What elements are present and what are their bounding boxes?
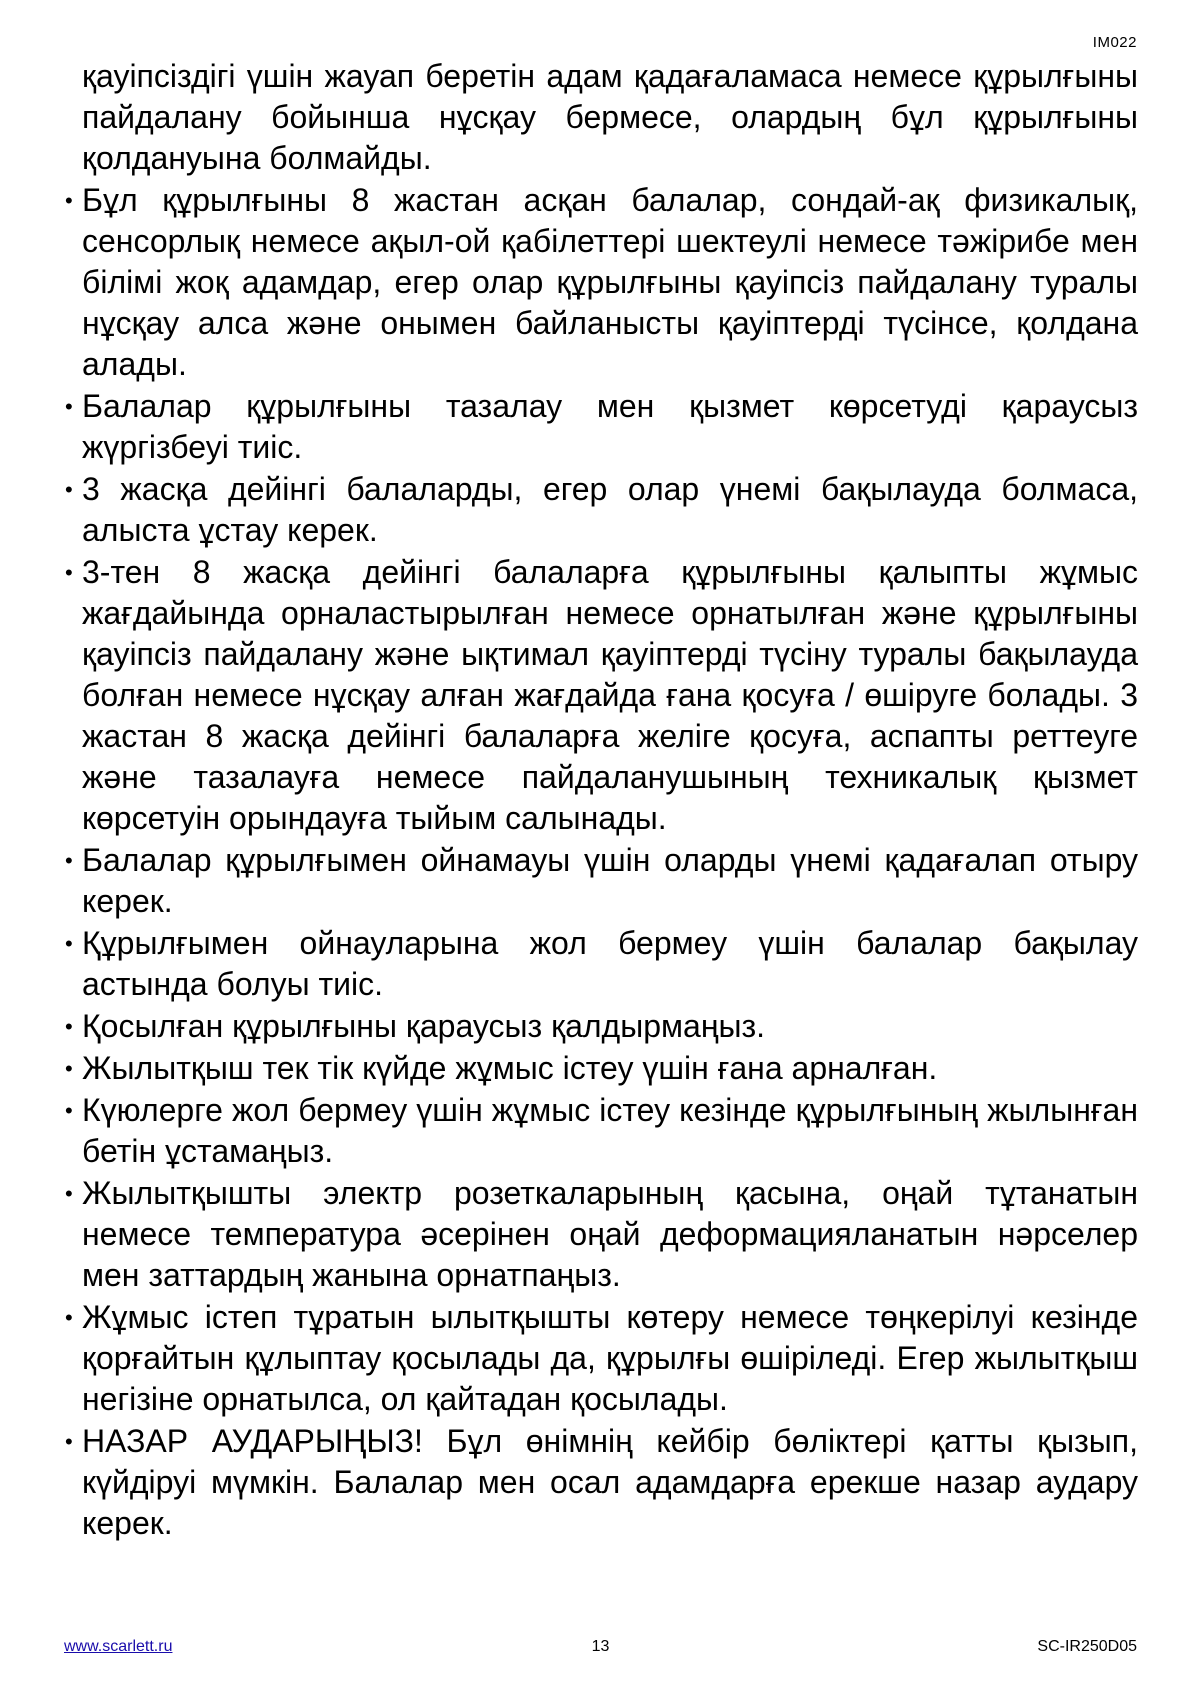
bullet-item — [65, 469, 1138, 551]
bullet-icon: • — [65, 188, 73, 213]
bullet-icon: • — [65, 1014, 73, 1039]
header-model-code: IM022 — [1092, 34, 1137, 51]
paragraph-text: қауіпсіздігі үшін жауап беретін адам қадағаламаса немесе құрылғыны пайдалану бойынша нұсқау бермесе, олардың бұл құрылғыны қолдануына болмайды. — [82, 58, 1138, 176]
bullet-icon: • — [65, 1181, 73, 1206]
page-footer — [64, 1638, 1137, 1658]
bullet-text: НАЗАР АУДАРЫҢЫЗ! Бұл өнімнің кейбір бөліктері қатты қызып, күйдіруі мүмкін. Балалар мен осал адамдарға ерекше назар аудару керек. — [82, 1423, 1138, 1541]
bullet-icon: • — [65, 1305, 73, 1330]
bullet-text: Күюлерге жол бермеу үшін жұмыс істеу кезінде құрылғының жылынған бетін ұстамаңыз. — [82, 1092, 1138, 1169]
bullet-item — [65, 923, 1138, 1005]
bullet-item-warning — [65, 1421, 1138, 1544]
bullet-item — [65, 1048, 1138, 1089]
bullet-text: Жұмыс істеп тұратын ылытқышты көтеру немесе төңкерілуі кезінде қорғайтын құлыптау қосылады да, құрылғы өшіріледі. Егер жылытқыш негізіне орнатылса, ол қайтадан қосылады. — [82, 1299, 1138, 1417]
bullet-icon: • — [65, 848, 73, 873]
bullet-item — [65, 386, 1138, 468]
bullet-icon: • — [65, 560, 73, 585]
bullet-icon: • — [65, 1056, 73, 1081]
bullet-item — [65, 552, 1138, 839]
paragraph-continuation — [68, 56, 1138, 179]
footer-model-code: SC-IR250D05 — [1037, 1638, 1137, 1655]
bullet-icon: • — [65, 931, 73, 956]
bullet-icon: • — [65, 1429, 73, 1454]
bullet-icon: • — [65, 1098, 73, 1123]
bullet-text: Жылытқышты электр розеткаларының қасына, оңай тұтанатын немесе температура әсерінен оңай деформацияланатын нәрселер мен заттардың жанына орнатпаңыз. — [82, 1175, 1138, 1293]
page-number: 13 — [591, 1638, 610, 1655]
document-body — [65, 56, 1138, 1544]
bullet-icon: • — [65, 394, 73, 419]
bullet-text: Жылытқыш тек тік күйде жұмыс істеу үшін ғана арналған. — [82, 1050, 938, 1086]
bullet-icon: • — [65, 477, 73, 502]
bullet-text: Қосылған құрылғыны қараусыз қалдырмаңыз. — [82, 1008, 766, 1044]
bullet-text: Бұл құрылғыны 8 жастан асқан балалар, сондай-ақ физикалық, сенсорлық немесе ақыл-ой қабілеттері шектеулі немесе тәжірибе мен білімі жоқ адамдар, егер олар құрылғыны қауіпсіз пайдалану туралы нұсқау алса және онымен байланысты қауіптерді түсінсе, қолдана алады. — [82, 182, 1138, 382]
bullet-text: Балалар құрылғымен ойнамауы үшін оларды үнемі қадағалап отыру керек. — [82, 842, 1138, 919]
bullet-item — [65, 840, 1138, 922]
bullet-item — [65, 1090, 1138, 1172]
bullet-item — [65, 1297, 1138, 1420]
bullet-item — [65, 1173, 1138, 1296]
website-link[interactable]: www.scarlett.ru — [64, 1638, 173, 1655]
bullet-item — [65, 180, 1138, 385]
bullet-text: Құрылғымен ойнауларына жол бермеу үшін балалар бақылау астында болуы тиіс. — [82, 925, 1138, 1002]
bullet-item — [65, 1006, 1138, 1047]
bullet-text: 3-тен 8 жасқа дейінгі балаларға құрылғыны қалыпты жұмыс жағдайында орналастырылған немесе орнатылған және құрылғыны қауіпсіз пайдалану және ықтимал қауіптерді түсіну туралы бақылауда болған немесе нұсқау алған жағдайда ғана қосуға / өшіруге болады. 3 жастан 8 жасқа дейінгі балаларға желіге қосуға, аспапты реттеуге және тазалауға немесе пайдаланушының техникалық қызмет көрсетуін орындауға тыйым салынады. — [82, 554, 1138, 836]
bullet-text: Балалар құрылғыны тазалау мен қызмет көрсетуді қараусыз жүргізбеуі тиіс. — [82, 388, 1138, 465]
bullet-text: 3 жасқа дейінгі балаларды, егер олар үнемі бақылауда болмаса, алыста ұстау керек. — [82, 471, 1138, 548]
